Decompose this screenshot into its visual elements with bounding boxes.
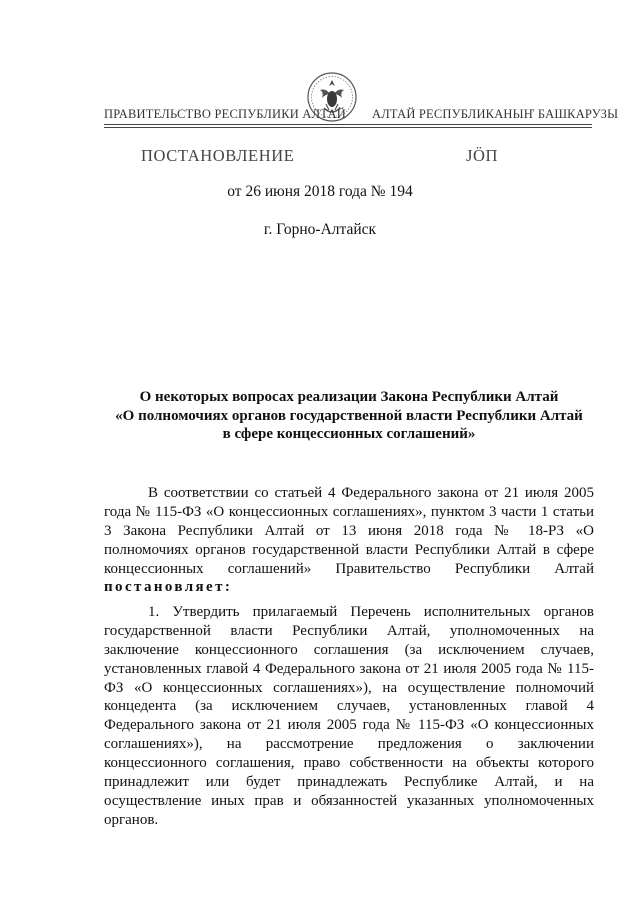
preamble-line: В соответствии со статьей 4 Федерального закона от 21 июля 2005 (148, 485, 594, 501)
date-and-number: от 26 июня 2018 года № 194 (227, 183, 413, 200)
item-line: установленных главой 4 Федерального закона от 21 июля 2005 года № 115- (104, 660, 594, 677)
document-type-russian: ПОСТАНОВЛЕНИЕ (141, 146, 295, 165)
item-line: принадлежит или будет принадлежать Республике Алтай, и на (104, 774, 594, 791)
item-line: государственной власти Республики Алтай, уполномоченных на (104, 622, 594, 639)
header-rule-bottom (104, 127, 592, 128)
header-rule-top (104, 124, 592, 125)
resolves-word: постановляет: (104, 579, 233, 596)
document-title (104, 388, 594, 444)
document-type-altai: JÖП (466, 146, 499, 165)
item-line: органов. (104, 811, 159, 828)
preamble-line: концессионных соглашений» Правительство Республики Алтай (104, 560, 594, 577)
item-line: концедента (за исключением случаев, установленных главой 4 (104, 698, 594, 715)
title-line: О некоторых вопросах реализации Закона Республики Алтай (139, 389, 559, 405)
item-line: концессионного соглашения, право собственности на объекты которого (104, 755, 594, 772)
city: г. Горно-Алтайск (263, 221, 377, 238)
government-name-russian: ПРАВИТЕЛЬСТВО РЕСПУБЛИКИ АЛТАЙ (104, 107, 346, 121)
preamble-paragraph (104, 484, 594, 597)
title-line: в сфере концессионных соглашений» (222, 426, 476, 442)
item-line: Федерального закона от 21 июля 2005 года № 115-ФЗ «О концессионных (104, 717, 594, 734)
item-line: осуществление иных прав и обязанностей указанных уполномоченных (104, 792, 594, 809)
item-line: заключение концессионного соглашения (за исключением случаев, (104, 641, 594, 658)
preamble-line: года № 115-ФЗ «О концессионных соглашениях», пунктом 3 части 1 статьи (104, 503, 594, 520)
item-line: соглашениях»), на рассмотрение предложения о заключении (104, 736, 594, 753)
item-line: 1. Утвердить прилагаемый Перечень исполнительных органов (148, 604, 594, 620)
item-1-paragraph (104, 603, 594, 830)
item-line: ФЗ «О концессионных соглашениях»), на осуществление полномочий (104, 679, 594, 696)
government-name-altai: АЛТАЙ РЕСПУБЛИКАНЫҤ БАШКАРУЗЫ (372, 107, 619, 121)
preamble-line: полномочиях органов государственной власти Республики Алтай в сфере (104, 541, 594, 558)
title-line: «О полномочиях органов государственной власти Республики Алтай (115, 407, 583, 424)
preamble-line: 3 Закона Республики Алтай от 13 июня 2018 года № 18-РЗ «О (104, 522, 594, 539)
